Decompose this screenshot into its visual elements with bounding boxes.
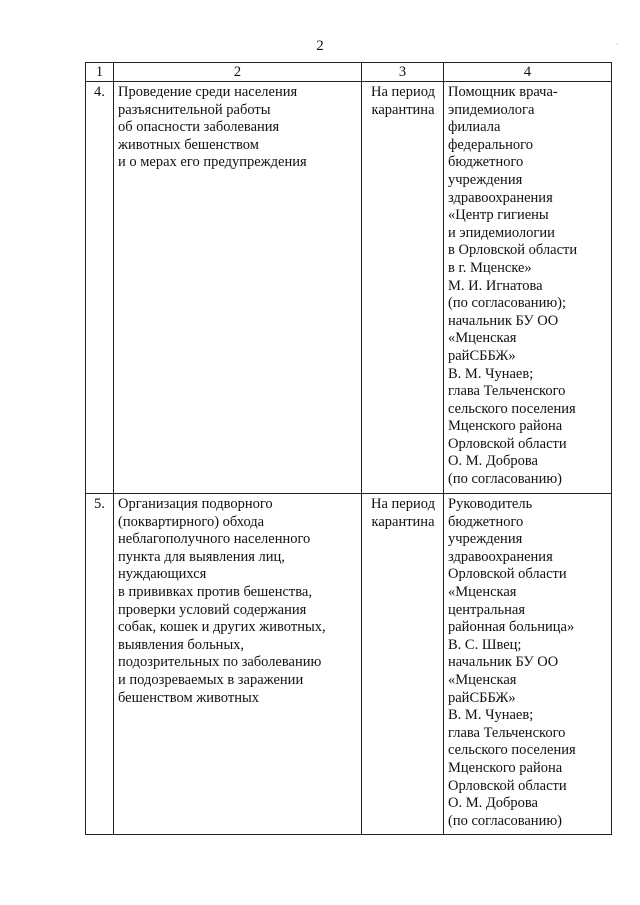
responsible-line: В. С. Швец; (448, 636, 522, 653)
event-line: проверки условий содержания (118, 601, 307, 618)
event-cell (114, 494, 362, 835)
responsible-line: (по согласованию) (448, 812, 562, 829)
responsible-line: Орловской области (448, 777, 567, 794)
event-line: (поквартирного) обхода (118, 513, 265, 530)
corner-mark: · (616, 40, 619, 49)
responsible-line: (по согласованию); (448, 295, 567, 312)
responsible-line: О. М. Доброва (448, 795, 538, 812)
event-line: и о мерах его предупреждения (118, 154, 307, 171)
responsible-line: бюджетного (448, 154, 524, 171)
period-line: карантина (371, 513, 435, 530)
period-cell (362, 82, 444, 494)
responsible-cell (444, 494, 612, 835)
event-line: подозрительных по заболеванию (118, 654, 322, 671)
responsible-line: райСББЖ» (448, 347, 516, 364)
event-line: бешенством животных (118, 689, 259, 706)
responsible-line: начальник БУ ОО (448, 312, 559, 329)
event-line: об опасности заболевания (118, 119, 280, 136)
responsible-line: в Орловской области (448, 242, 578, 259)
responsible-line: федерального (448, 136, 533, 153)
responsible-line: Помощник врача- (448, 84, 558, 100)
responsible-line: М. И. Игнатова (448, 277, 543, 294)
responsible-line: (по согласованию) (448, 471, 562, 488)
responsible-line: глава Тельченского (448, 383, 566, 400)
row-number: 4. (86, 82, 114, 494)
table-row (86, 494, 612, 835)
responsible-line: «Мценская (448, 583, 517, 600)
table-row (86, 82, 612, 494)
responsible-line: районная больница» (448, 619, 575, 636)
period-cell (362, 494, 444, 835)
header-col-4: 4 (444, 63, 612, 82)
responsible-line: глава Тельченского (448, 724, 566, 741)
responsible-line: райСББЖ» (448, 689, 516, 706)
event-line: и подозреваемых в заражении (118, 671, 304, 688)
responsible-line: О. М. Доброва (448, 453, 538, 470)
responsible-line: начальник БУ ОО (448, 654, 559, 671)
responsible-line: бюджетного (448, 513, 524, 530)
period-line: карантина (371, 101, 435, 118)
event-line: разъяснительной работы (118, 101, 271, 118)
event-line: Организация подворного (118, 496, 273, 512)
event-line: животных бешенством (118, 136, 259, 153)
responsible-line: и эпидемиологии (448, 224, 555, 241)
period-line: На период (371, 496, 435, 512)
event-line: неблагополучного населенного (118, 531, 311, 548)
responsible-line: Орловской области (448, 566, 567, 583)
responsible-cell (444, 82, 612, 494)
responsible-line: учреждения (448, 171, 523, 188)
measures-table (85, 62, 612, 835)
page-number: 2 (316, 38, 324, 54)
responsible-line: В. М. Чунаев; (448, 707, 534, 724)
responsible-line: сельского поселения (448, 742, 576, 759)
event-line: выявления больных, (118, 636, 245, 653)
responsible-line: в г. Мценске» (448, 259, 532, 276)
responsible-line: Мценского района (448, 418, 563, 435)
responsible-line: учреждения (448, 531, 523, 548)
event-line: нуждающихся (118, 566, 207, 583)
responsible-line: «Центр гигиены (448, 207, 549, 224)
responsible-line: здравоохранения (448, 548, 553, 565)
header-col-3: 3 (362, 63, 444, 82)
responsible-line: сельского поселения (448, 400, 576, 417)
responsible-line: эпидемиолога (448, 101, 535, 118)
responsible-line: Руководитель (448, 496, 533, 512)
responsible-line: Орловской области (448, 435, 567, 452)
responsible-line: В. М. Чунаев; (448, 365, 534, 382)
event-line: собак, кошек и других животных, (118, 619, 326, 636)
responsible-line: «Мценская (448, 671, 517, 688)
header-row (86, 63, 612, 82)
event-line: пункта для выявления лиц, (118, 548, 285, 565)
event-cell (114, 82, 362, 494)
responsible-line: филиала (448, 119, 501, 136)
responsible-line: центральная (448, 601, 525, 618)
header-col-2: 2 (114, 63, 362, 82)
responsible-line: здравоохранения (448, 189, 553, 206)
responsible-line: «Мценская (448, 330, 517, 347)
row-number: 5. (86, 494, 114, 835)
header-col-1: 1 (86, 63, 114, 82)
event-line: в прививках против бешенства, (118, 583, 312, 600)
period-line: На период (371, 84, 435, 100)
event-line: Проведение среди населения (118, 84, 298, 100)
responsible-line: Мценского района (448, 759, 563, 776)
